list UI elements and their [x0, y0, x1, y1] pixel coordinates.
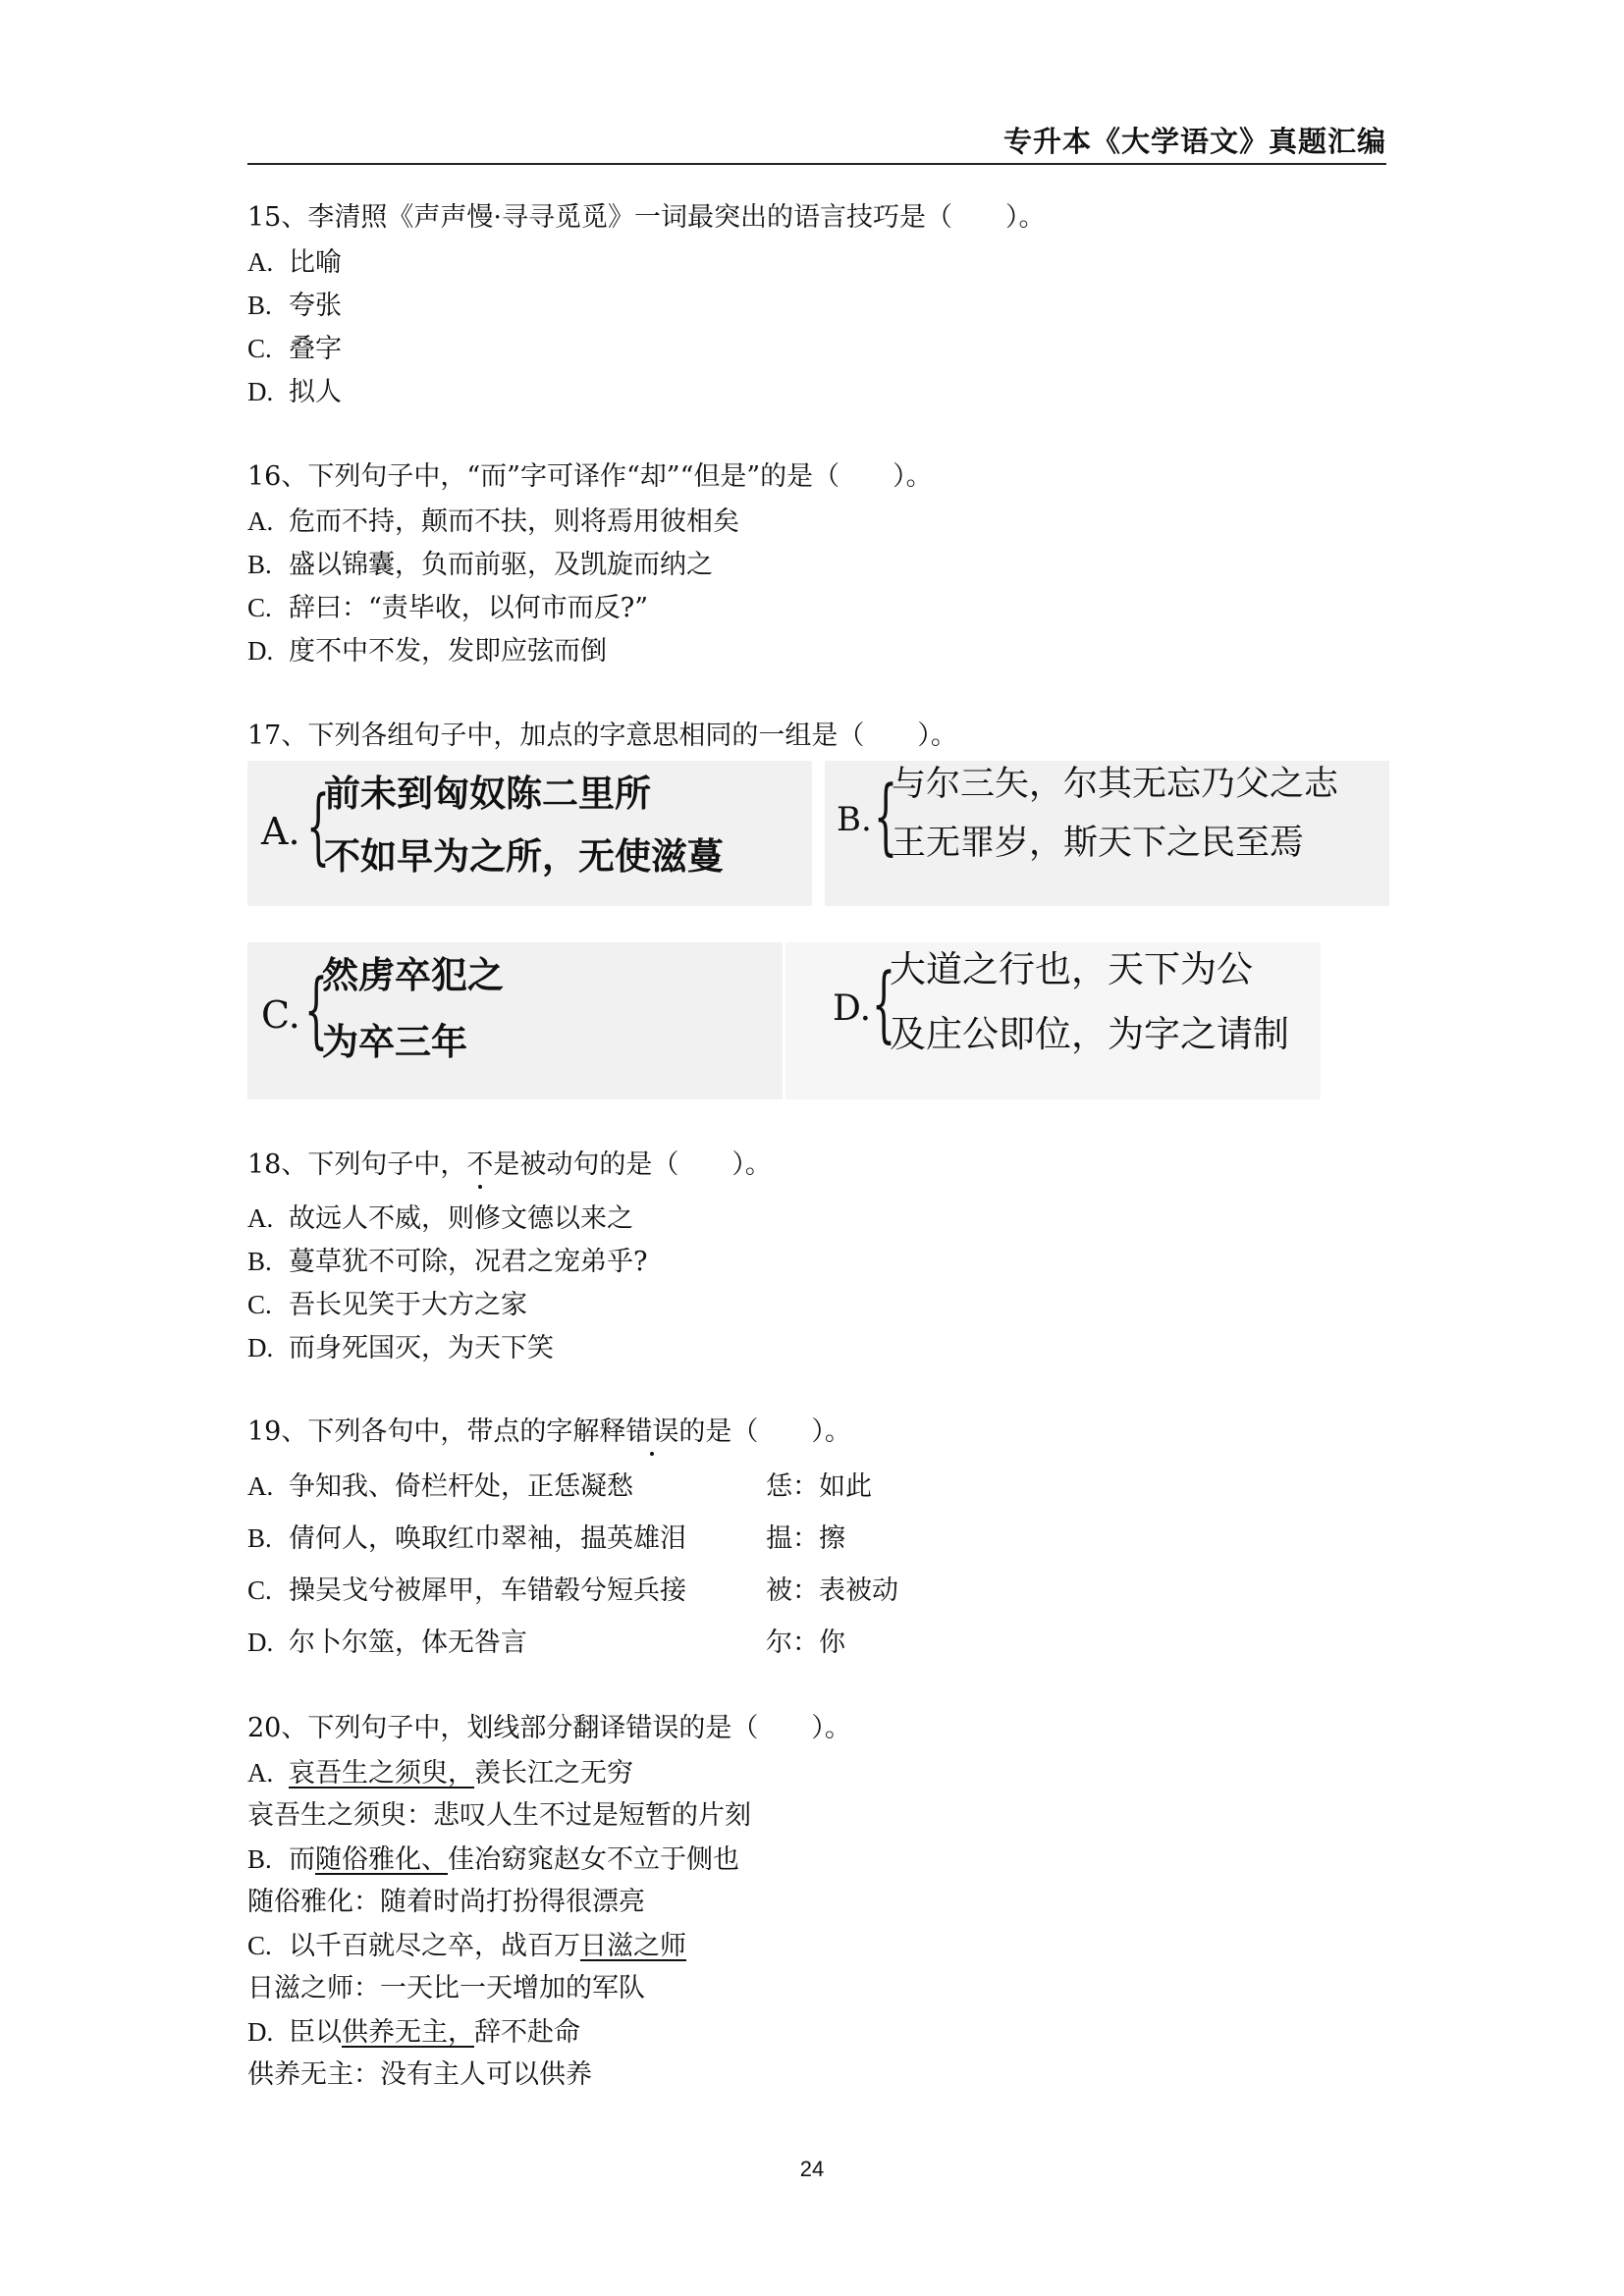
option-letter: D.: [247, 2017, 274, 2047]
option-text: 辞曰：“责毕收，以何市而反?”: [289, 593, 649, 623]
option-letter: A.: [247, 247, 274, 277]
q16-stem: 16、下列句子中，“而”字可译作“却”“但是”的是（ ）。: [247, 461, 933, 492]
option-text: 尔卜尔筮，体无咎言: [289, 1628, 527, 1658]
dotted-emphasis: 错误: [625, 1416, 679, 1447]
header-title: 专升本《大学语文》真题汇编: [1002, 125, 1386, 158]
option-text: 夸张: [289, 291, 342, 321]
option-letter: C.: [247, 334, 272, 363]
q20-explain-d: 供养无主：没有主人可以供养: [247, 2059, 592, 2090]
brace-icon: {: [304, 961, 329, 1057]
underlined-text: 哀吾生之须臾，: [289, 1758, 474, 1789]
stem-text: 的是（ ）。: [678, 1416, 851, 1447]
q20-explain-b: 随俗雅化：随着时尚打扮得很漂亮: [247, 1887, 645, 1917]
q16-option-c: [247, 591, 648, 625]
option-letter: A.: [247, 1471, 274, 1501]
underlined-text: 随俗雅化、: [315, 1844, 448, 1875]
option-letter: C.: [247, 1290, 272, 1319]
q18-option-c: [247, 1288, 527, 1322]
option-text: 吾长见笑于大方之家: [289, 1290, 527, 1320]
option-letter: B.: [247, 1523, 272, 1553]
option-letter: B.: [247, 550, 272, 579]
q16-option-a: [247, 505, 739, 539]
q15-option-d: [247, 375, 342, 409]
q20-option-c: [247, 1929, 686, 1963]
brace-icon: {: [306, 777, 331, 874]
brace-icon: {: [872, 955, 896, 1051]
underlined-text: 日滋之师: [580, 1931, 686, 1961]
group-line-1: 前未到匈奴陈二里所: [324, 773, 651, 815]
option-letter: C.: [247, 1575, 272, 1605]
option-gloss: 被：表被动: [766, 1575, 898, 1606]
page-number: 24: [799, 2157, 825, 2181]
underlined-text: 供养无主，: [342, 2017, 474, 2048]
group-line-2: 不如早为之所，无使滋蔓: [324, 835, 724, 878]
group-line-1: 与尔三矢，尔其无忘乃父之志: [892, 765, 1339, 804]
q19-option-c: [247, 1574, 898, 1608]
option-text: 比喻: [289, 247, 342, 278]
q19-option-b: [247, 1522, 845, 1556]
option-letter: B.: [247, 1844, 272, 1874]
group-letter: D.: [833, 988, 872, 1029]
option-letter: D.: [247, 377, 274, 406]
group-letter: A.: [261, 810, 300, 853]
option-gloss: 揾：擦: [766, 1523, 845, 1554]
q19-option-a: [247, 1469, 872, 1504]
group-line-2: 为卒三年: [322, 1021, 467, 1063]
group-line-1: 大道之行也，天下为公: [890, 948, 1253, 990]
q20-option-d: [247, 2015, 580, 2050]
stem-text: 是被动句的是（ ）。: [493, 1149, 772, 1180]
option-letter: A.: [247, 1758, 274, 1788]
option-letter: B.: [247, 291, 272, 320]
option-text: 倩何人，唤取红巾翠袖，揾英雄泪: [289, 1523, 686, 1554]
q18-option-b: [247, 1245, 647, 1279]
q16-option-d: [247, 634, 607, 668]
option-text: 羡长江之无穷: [474, 1758, 633, 1789]
option-text: 操吴戈兮被犀甲，车错毂兮短兵接: [289, 1575, 686, 1606]
option-letter: D.: [247, 1628, 274, 1657]
stem-text: 18、下列句子中，: [247, 1149, 467, 1180]
q15-option-a: [247, 245, 342, 280]
option-text: 以千百就尽之卒，战百万: [289, 1931, 580, 1961]
q18-stem: [247, 1148, 772, 1182]
option-text: 盛以锦囊，负而前驱，及凯旋而纳之: [289, 550, 713, 580]
brace-icon: {: [874, 768, 898, 864]
q20-explain-c: 日滋之师：一天比一天增加的军队: [247, 1973, 645, 2003]
q19-option-d: [247, 1626, 845, 1660]
group-line-1: 然虏卒犯之: [322, 954, 504, 996]
q18-option-d: [247, 1331, 554, 1365]
q20-option-b: [247, 1842, 739, 1877]
option-text: 危而不持，颠而不扶，则将焉用彼相矣: [289, 507, 739, 537]
q20-stem: 20、下列句子中，划线部分翻译错误的是（ ）。: [247, 1713, 851, 1743]
option-letter: D.: [247, 636, 274, 666]
group-line-2: 王无罪岁，斯天下之民至焉: [892, 824, 1305, 863]
q15-option-b: [247, 289, 342, 323]
q15-stem: 15、李清照《声声慢·寻寻觅觅》一词最突出的语言技巧是（ ）。: [247, 202, 1046, 233]
option-gloss: 尔：你: [766, 1628, 845, 1658]
q17-group-b: [825, 761, 1389, 906]
option-letter: B.: [247, 1247, 272, 1276]
option-letter: A.: [247, 1203, 274, 1233]
q17-group-d: [785, 942, 1321, 1099]
group-letter: B.: [837, 800, 872, 839]
option-text: 蔓草犹不可除，况君之宠弟乎?: [289, 1247, 648, 1277]
option-text: 佳冶窈窕赵女不立于侧也: [448, 1844, 739, 1875]
q17-group-a: [247, 761, 812, 906]
group-line-2: 及庄公即位，为字之请制: [890, 1013, 1289, 1055]
option-text: 度不中不发，发即应弦而倒: [289, 636, 607, 667]
page-header: [247, 116, 1386, 165]
option-letter: A.: [247, 507, 274, 536]
q17-group-c: [247, 942, 783, 1099]
option-letter: D.: [247, 1333, 274, 1362]
group-letter: C.: [261, 993, 300, 1037]
option-letter: C.: [247, 1931, 272, 1960]
option-text: 故远人不威，则修文德以来之: [289, 1203, 633, 1234]
option-text: 叠字: [289, 334, 342, 364]
q20-explain-a: 哀吾生之须臾：悲叹人生不过是短暂的片刻: [247, 1800, 751, 1831]
option-text: 臣以: [289, 2017, 342, 2048]
option-text: 而身死国灭，为天下笑: [289, 1333, 554, 1363]
dotted-emphasis: 不: [466, 1149, 494, 1180]
q18-option-a: [247, 1201, 633, 1236]
option-gloss: 恁：如此: [766, 1471, 872, 1502]
q17-stem: 17、下列各组句子中，加点的字意思相同的一组是（ ）。: [247, 721, 957, 751]
q15-option-c: [247, 332, 342, 366]
option-text: 而: [289, 1844, 315, 1875]
option-text: 拟人: [289, 377, 342, 407]
q19-stem: [247, 1415, 851, 1449]
option-text: 争知我、倚栏杆处，正恁凝愁: [289, 1471, 633, 1502]
q16-option-b: [247, 548, 713, 582]
option-letter: C.: [247, 593, 272, 622]
option-text: 辞不赴命: [474, 2017, 580, 2048]
q20-option-a: [247, 1756, 633, 1790]
stem-text: 19、下列各句中，带点的字解释: [247, 1416, 626, 1447]
